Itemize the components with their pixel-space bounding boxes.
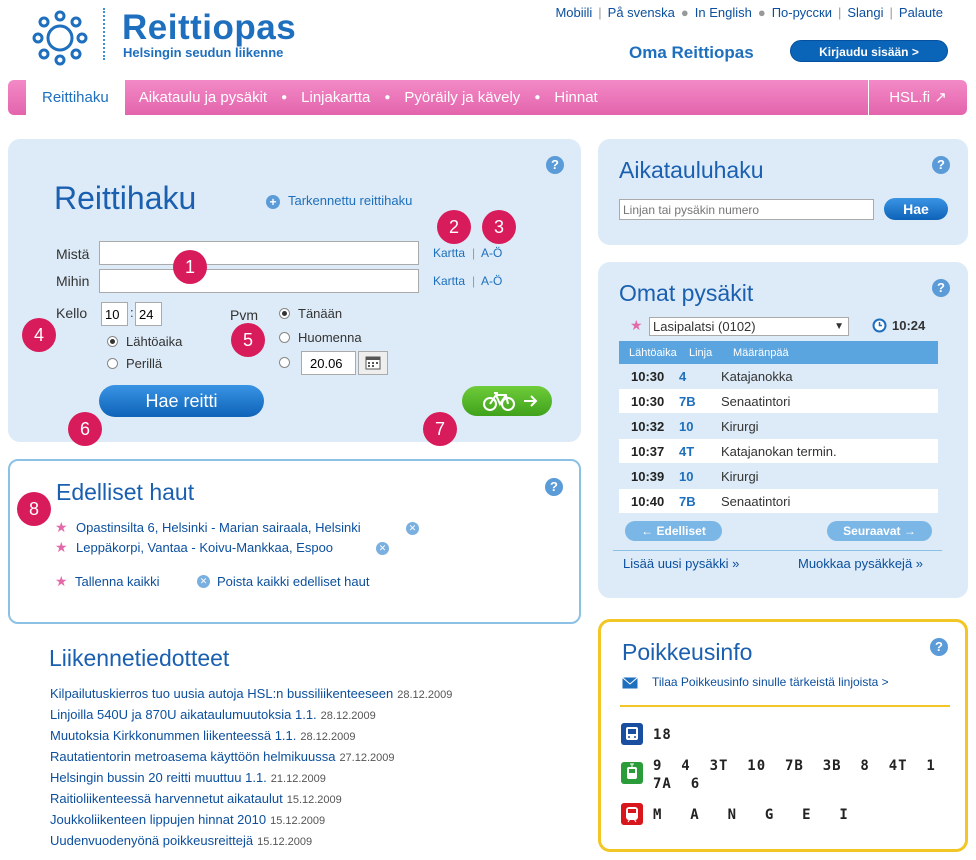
date-label: Pvm xyxy=(230,307,258,323)
custom-date-radio[interactable] xyxy=(279,357,290,368)
badge-6: 6 xyxy=(68,412,102,446)
news-link[interactable]: Linjoilla 540U ja 870U aikataulumuutoksia 1.1. xyxy=(50,707,317,722)
from-label: Mistä xyxy=(56,246,90,262)
hour-input[interactable] xyxy=(101,302,128,326)
departure-row[interactable] xyxy=(619,439,938,464)
bike-icon xyxy=(462,386,552,416)
news-item xyxy=(50,728,570,749)
news-date: 28.12.2009 xyxy=(320,710,376,722)
top-links: Mobiili | På svenska ● In English ● По-русски | Slangi | Palaute xyxy=(555,5,943,20)
link-mobile[interactable]: Mobiili xyxy=(555,5,593,20)
departure-line: 10 xyxy=(679,468,694,484)
column-header: Lähtöaika xyxy=(629,346,677,359)
today-label: Tänään xyxy=(298,306,343,321)
link-russian[interactable]: По-русски xyxy=(771,5,832,20)
departure-dest: Kirurgi xyxy=(721,468,759,484)
departures-rows xyxy=(619,364,938,514)
arrival-radio[interactable] xyxy=(107,358,118,369)
train-icon xyxy=(621,803,643,825)
star-icon[interactable]: ★ xyxy=(55,519,68,535)
to-map-link[interactable]: Kartta xyxy=(433,274,466,288)
news-item xyxy=(50,812,570,833)
departure-time: 10:39 xyxy=(631,468,665,484)
departure-line: 7B xyxy=(679,493,696,509)
link-feedback[interactable]: Palaute xyxy=(898,5,943,20)
badge-4: 4 xyxy=(22,318,56,352)
departure-row[interactable] xyxy=(619,414,938,439)
from-az-link[interactable]: A-Ö xyxy=(481,246,503,260)
departure-dest: Katajanokka xyxy=(721,368,793,384)
from-input[interactable] xyxy=(99,241,419,265)
login-button[interactable]: Kirjaudu sisään > xyxy=(790,40,948,62)
tab-aikataulu[interactable]: Aikataulu ja pysäkit xyxy=(138,89,268,106)
timetable-title: Aikatauluhaku xyxy=(619,157,764,183)
to-input[interactable] xyxy=(99,269,419,293)
to-label: Mihin xyxy=(56,273,90,289)
news-link[interactable]: Muutoksia Kirkkonummen liikenteessä 1.1. xyxy=(50,728,297,743)
news-date: 15.12.2009 xyxy=(257,836,313,848)
time-colon: : xyxy=(130,305,134,320)
news-link[interactable]: Raitioliikenteessä harvennetut aikataulut xyxy=(50,791,283,806)
divider xyxy=(613,550,942,551)
remove-icon[interactable]: ✕ xyxy=(197,575,210,588)
edit-stops-link[interactable]: Muokkaa pysäkkejä » xyxy=(798,556,924,571)
tab-pyoraily[interactable]: Pyöräily ja kävely xyxy=(404,89,521,106)
badge-7: 7 xyxy=(423,412,457,446)
help-icon[interactable]: ? xyxy=(545,478,563,496)
badge-8: 8 xyxy=(17,492,51,526)
column-header: Määränpää xyxy=(733,346,789,359)
divider xyxy=(620,705,950,707)
hsl-fi-link[interactable]: HSL.fi ↗ xyxy=(869,80,967,115)
news-item xyxy=(50,707,570,728)
disruption-title: Poikkeusinfo xyxy=(622,639,753,665)
star-icon[interactable]: ★ xyxy=(55,573,68,589)
stop-select[interactable] xyxy=(649,317,849,336)
route-search-title: Reittihaku xyxy=(54,180,197,216)
departures-table xyxy=(619,341,938,514)
departure-radio[interactable] xyxy=(107,336,118,347)
news-link[interactable]: Kilpailutuskierros tuo uusia autoja HSL:n bussiliikenteeseen xyxy=(50,686,394,701)
news-date: 28.12.2009 xyxy=(300,731,356,743)
minute-input[interactable] xyxy=(135,302,162,326)
delete-all-link[interactable]: Poista kaikki edelliset haut xyxy=(217,574,370,589)
departure-time: 10:37 xyxy=(631,443,665,459)
help-icon[interactable]: ? xyxy=(932,156,950,174)
departure-dest: Kirurgi xyxy=(721,418,759,434)
departure-row[interactable] xyxy=(619,489,938,514)
star-icon: ★ xyxy=(630,317,643,333)
link-swedish[interactable]: På svenska xyxy=(607,5,675,20)
news-list xyxy=(50,686,570,854)
departure-line: 10 xyxy=(679,418,694,434)
departure-label: Lähtöaika xyxy=(126,334,183,349)
news-link[interactable]: Joukkoliikenteen lippujen hinnat 2010 xyxy=(50,812,267,827)
tab-linjakartta[interactable]: Linjakartta xyxy=(301,89,371,106)
stop-select-value: Lasipalatsi (0102) xyxy=(653,319,756,334)
news-link[interactable]: Helsingin bussin 20 reitti muuttuu 1.1. xyxy=(50,770,267,785)
departure-row[interactable] xyxy=(619,464,938,489)
logo-divider xyxy=(103,8,105,60)
subscribe-link[interactable]: Tilaa Poikkeusinfo sinulle tärkeistä linjoista > xyxy=(652,675,889,689)
help-icon[interactable]: ? xyxy=(546,156,564,174)
departure-line: 7B xyxy=(679,393,696,409)
to-az-link[interactable]: A-Ö xyxy=(481,274,503,288)
timetable-panel xyxy=(598,139,968,245)
timetable-search-button[interactable]: Hae xyxy=(884,198,948,220)
departure-dest: Senaatintori xyxy=(721,393,791,409)
previous-search-item[interactable]: Leppäkorpi, Vantaa - Koivu-Mankkaa, Espoo xyxy=(76,540,334,555)
news-date: 15.12.2009 xyxy=(270,815,326,827)
logo-subtitle: Helsingin seudun liikenne xyxy=(123,45,284,60)
star-icon[interactable]: ★ xyxy=(55,539,68,555)
news-date: 28.12.2009 xyxy=(397,689,453,701)
previous-departures-button[interactable]: ← Edelliset xyxy=(625,521,722,541)
news-link[interactable]: Rautatientorin metroasema käyttöön helmikuussa xyxy=(50,749,336,764)
plus-icon[interactable]: + xyxy=(266,195,280,209)
clock-icon xyxy=(872,318,887,333)
link-slang[interactable]: Slangi xyxy=(847,5,884,20)
link-english[interactable]: In English xyxy=(694,5,752,20)
remove-icon[interactable]: ✕ xyxy=(376,542,389,555)
tram-icon xyxy=(621,762,643,784)
search-route-button[interactable]: Hae reitti xyxy=(99,385,264,417)
badge-3: 3 xyxy=(482,210,516,244)
logo-title: Reittiopas xyxy=(122,8,297,47)
departure-time: 10:40 xyxy=(631,493,665,509)
hsl-logo-icon xyxy=(30,8,90,68)
departures-header xyxy=(619,341,938,364)
departure-row[interactable] xyxy=(619,364,938,389)
calendar-icon[interactable] xyxy=(358,351,388,375)
news-date: 15.12.2009 xyxy=(286,794,342,806)
my-stops-title: Omat pysäkit xyxy=(619,280,754,306)
departure-line: 4 xyxy=(679,368,687,384)
badge-1: 1 xyxy=(173,250,207,284)
bus-lines[interactable]: 18 xyxy=(653,727,672,743)
news-item xyxy=(50,749,570,770)
news-item xyxy=(50,791,570,812)
departure-time: 10:32 xyxy=(631,418,665,434)
tram-lines[interactable]: 9 4 3T 10 7B 3B 8 4T 1 xyxy=(653,758,936,774)
news-item xyxy=(50,770,570,791)
departure-time: 10:30 xyxy=(631,393,665,409)
departure-row[interactable] xyxy=(619,389,938,414)
departure-dest: Senaatintori xyxy=(721,493,791,509)
bike-route-button[interactable] xyxy=(462,386,552,416)
oma-reittiopas-title: Oma Reittiopas xyxy=(629,43,754,62)
tomorrow-label: Huomenna xyxy=(298,330,362,345)
help-icon[interactable]: ? xyxy=(932,279,950,297)
departure-dest: Katajanokan termin. xyxy=(721,443,837,459)
separator: | xyxy=(472,246,476,260)
departure-time: 10:30 xyxy=(631,368,665,384)
bus-icon xyxy=(621,723,643,745)
news-date: 21.12.2009 xyxy=(270,773,326,785)
save-all-link[interactable]: Tallenna kaikki xyxy=(75,574,160,589)
tab-hinnat[interactable]: Hinnat xyxy=(554,89,598,106)
chevron-down-icon: ▼ xyxy=(834,321,844,332)
departure-line: 4T xyxy=(679,443,695,459)
previous-search-item[interactable]: Opastinsilta 6, Helsinki - Marian sairaala, Helsinki xyxy=(76,520,361,535)
tram-lines[interactable]: 7A 6 xyxy=(653,776,701,792)
news-item xyxy=(50,833,570,854)
badge-5: 5 xyxy=(231,323,265,357)
advanced-search-link[interactable]: Tarkennettu reittihaku xyxy=(288,193,413,208)
arrival-label: Perillä xyxy=(126,356,163,371)
news-title: Liikennetiedotteet xyxy=(49,645,230,671)
train-lines[interactable]: M A N G E I xyxy=(653,807,852,823)
next-departures-button[interactable]: Seuraavat → xyxy=(827,521,932,541)
news-date: 27.12.2009 xyxy=(339,752,395,764)
help-icon[interactable]: ? xyxy=(930,638,948,656)
tab-reittihaku[interactable]: Reittihaku xyxy=(26,80,125,115)
remove-icon[interactable]: ✕ xyxy=(406,522,419,535)
column-header: Linja xyxy=(689,346,713,359)
envelope-icon xyxy=(622,677,638,689)
timetable-search-input[interactable] xyxy=(619,199,874,220)
previous-searches-title: Edelliset haut xyxy=(56,479,195,505)
current-time: 10:24 xyxy=(892,318,926,333)
news-item xyxy=(50,686,570,707)
today-radio[interactable] xyxy=(279,308,290,319)
news-link[interactable]: Uudenvuodenyönä poikkeusreittejä xyxy=(50,833,254,848)
tomorrow-radio[interactable] xyxy=(279,332,290,343)
time-label: Kello xyxy=(56,305,88,321)
add-stop-link[interactable]: Lisää uusi pysäkki » xyxy=(623,556,740,571)
date-input[interactable] xyxy=(301,351,356,375)
separator: | xyxy=(472,274,476,288)
from-map-link[interactable]: Kartta xyxy=(433,246,466,260)
badge-2: 2 xyxy=(437,210,471,244)
main-nav: Reittihaku Aikataulu ja pysäkit ● Linjakartta ● Pyöräily ja kävely ● Hinnat xyxy=(8,80,868,115)
